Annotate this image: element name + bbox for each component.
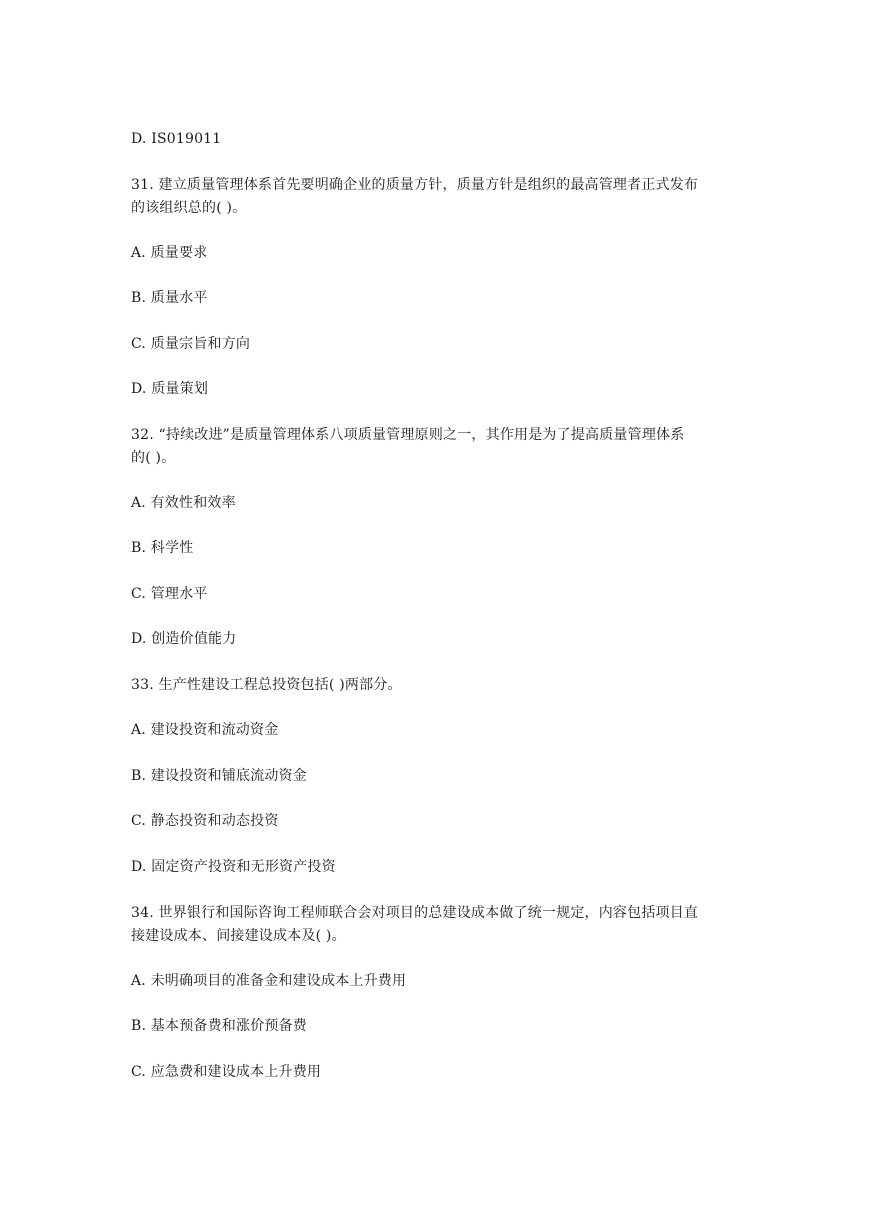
option-b-q32: B. 科学性 [131,540,194,556]
option-c-q31: C. 质量宗旨和方向 [131,336,251,352]
option-c-q34: C. 应急费和建设成本上升费用 [131,1064,322,1080]
option-d-q31: D. 质量策划 [131,381,209,397]
question-31-line-2: 的该组织总的( )。 [131,200,247,216]
option-c-q33: C. 静态投资和动态投资 [131,813,279,829]
question-32-line-1: 32. “持续改进”是质量管理体系八项质量管理原则之一，其作用是为了提高质量管理体系 [131,427,685,443]
option-d-q30: D. IS019011 [131,131,222,147]
question-34-line-1: 34. 世界银行和国际咨询工程师联合会对项目的总建设成本做了统一规定，内容包括项目直 [131,905,699,921]
question-31-line-1: 31. 建立质量管理体系首先要明确企业的质量方针，质量方针是组织的最高管理者正式发布 [131,177,699,193]
option-a-q33: A. 建设投资和流动资金 [131,722,279,738]
option-d-q33: D. 固定资产投资和无形资产投资 [131,859,336,875]
option-b-q34: B. 基本预备费和涨价预备费 [131,1018,307,1034]
option-d-q32: D. 创造价值能力 [131,631,237,647]
question-32-line-2: 的( )。 [131,450,176,466]
option-b-q33: B. 建设投资和铺底流动资金 [131,768,307,784]
question-33: 33. 生产性建设工程总投资包括( )两部分。 [131,677,402,693]
option-a-q32: A. 有效性和效率 [131,495,236,511]
option-c-q32: C. 管理水平 [131,586,208,602]
option-b-q31: B. 质量水平 [131,290,208,306]
option-a-q34: A. 未明确项目的准备金和建设成本上升费用 [131,973,407,989]
question-34-line-2: 接建设成本、间接建设成本及( )。 [131,928,346,944]
option-a-q31: A. 质量要求 [131,245,208,261]
